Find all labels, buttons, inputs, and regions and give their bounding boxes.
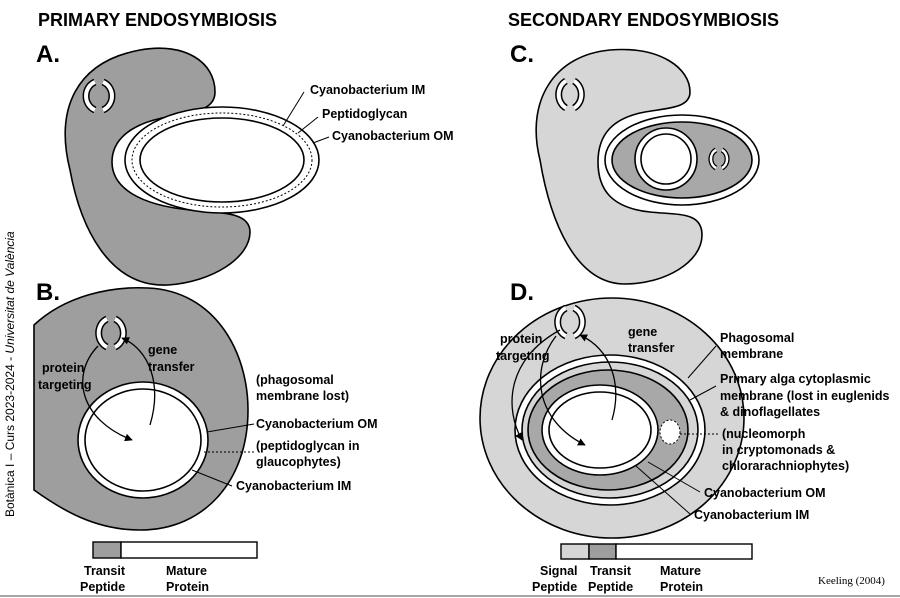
primary-mature-label-1: Mature (166, 564, 207, 578)
panel-b-phago-label-2: membrane lost) (256, 389, 350, 403)
primary-transit-label-2: Peptide (80, 580, 126, 594)
side-label-prefix: Botànica I – Curs 2023-2024 - (3, 353, 17, 517)
panel-b-om-label: Cyanobacterium OM (256, 417, 378, 431)
primary-transit-segment (93, 542, 121, 558)
panel-d-protein-label-1: protein (500, 332, 543, 346)
panel-b-cyano-im (85, 389, 201, 491)
primary-mature-segment (121, 542, 257, 558)
panel-b-protein-label-2: targeting (38, 378, 92, 392)
panel-b-pep-label-2: glaucophytes) (256, 455, 341, 469)
panel-d-im-label: Cyanobacterium IM (694, 508, 810, 522)
secondary-transit-segment (589, 544, 616, 559)
primary-transit-label-1: Transit (84, 564, 125, 578)
panel-d-cyano-im (549, 392, 651, 468)
panel-d-nucleo-label-1: (nucleomorph (722, 427, 806, 441)
panel-c-letter: C. (510, 41, 534, 68)
panel-a-letter: A. (36, 41, 60, 68)
panel-b-gene-label-2: transfer (148, 360, 195, 374)
panel-d-letter: D. (510, 279, 534, 306)
side-label-institution: Universitat de València (3, 231, 17, 354)
panel-a-cyano-im (140, 118, 304, 202)
panel-b-protein-label-1: protein (42, 361, 85, 375)
panel-d-phago-label-1: Phagosomal (720, 331, 795, 345)
primary-mature-label-2: Protein (166, 580, 210, 594)
panel-d-nucleo-label-3: chlorarachniophytes) (722, 459, 850, 473)
panel-d-gene-label-1: gene (628, 325, 658, 339)
panel-d-primary-label-3: & dinoflagellates (720, 405, 821, 419)
panel-b-phago-label-1: (phagosomal (256, 373, 334, 387)
panel-d-nucleomorph (660, 420, 680, 444)
panel-a-im-label: Cyanobacterium IM (310, 83, 426, 97)
panel-a-om-label: Cyanobacterium OM (332, 129, 454, 143)
secondary-transit-label-2: Peptide (588, 580, 634, 594)
panel-d-nucleo-label-2: in cryptomonads & (722, 443, 836, 457)
panel-a-im-pointer (283, 92, 304, 126)
panel-b-pep-label-1: (peptidoglycan in (256, 439, 360, 453)
panel-d-phago-label-2: membrane (720, 347, 784, 361)
secondary-signal-label-2: Peptide (532, 580, 578, 594)
panel-a-pep-pointer (298, 117, 318, 133)
panel-b-gene-label-1: gene (148, 343, 178, 357)
primary-title: PRIMARY ENDOSYMBIOSIS (38, 10, 278, 30)
secondary-mature-label-1: Mature (660, 564, 701, 578)
panel-d-gene-label-2: transfer (628, 341, 675, 355)
secondary-title: SECONDARY ENDOSYMBIOSIS (508, 10, 780, 30)
panel-d-om-label: Cyanobacterium OM (704, 486, 826, 500)
panel-d-primary-label-2: membrane (lost in euglenids (720, 389, 890, 403)
secondary-mature-label-2: Protein (660, 580, 704, 594)
panel-b-im-label: Cyanobacterium IM (236, 479, 352, 493)
secondary-transit-label-1: Transit (590, 564, 631, 578)
panel-b-letter: B. (36, 279, 60, 306)
panel-a-om-pointer (313, 137, 329, 143)
citation: Keeling (2004) (818, 575, 885, 587)
secondary-signal-segment (561, 544, 589, 559)
secondary-mature-segment (616, 544, 752, 559)
panel-a-peptidoglycan-label: Peptidoglycan (322, 107, 408, 121)
panel-c-cyano-im (641, 134, 691, 184)
panel-d-protein-label-2: targeting (496, 349, 550, 363)
secondary-signal-label-1: Signal (540, 564, 578, 578)
panel-d-primary-label-1: Primary alga cytoplasmic (720, 372, 871, 386)
